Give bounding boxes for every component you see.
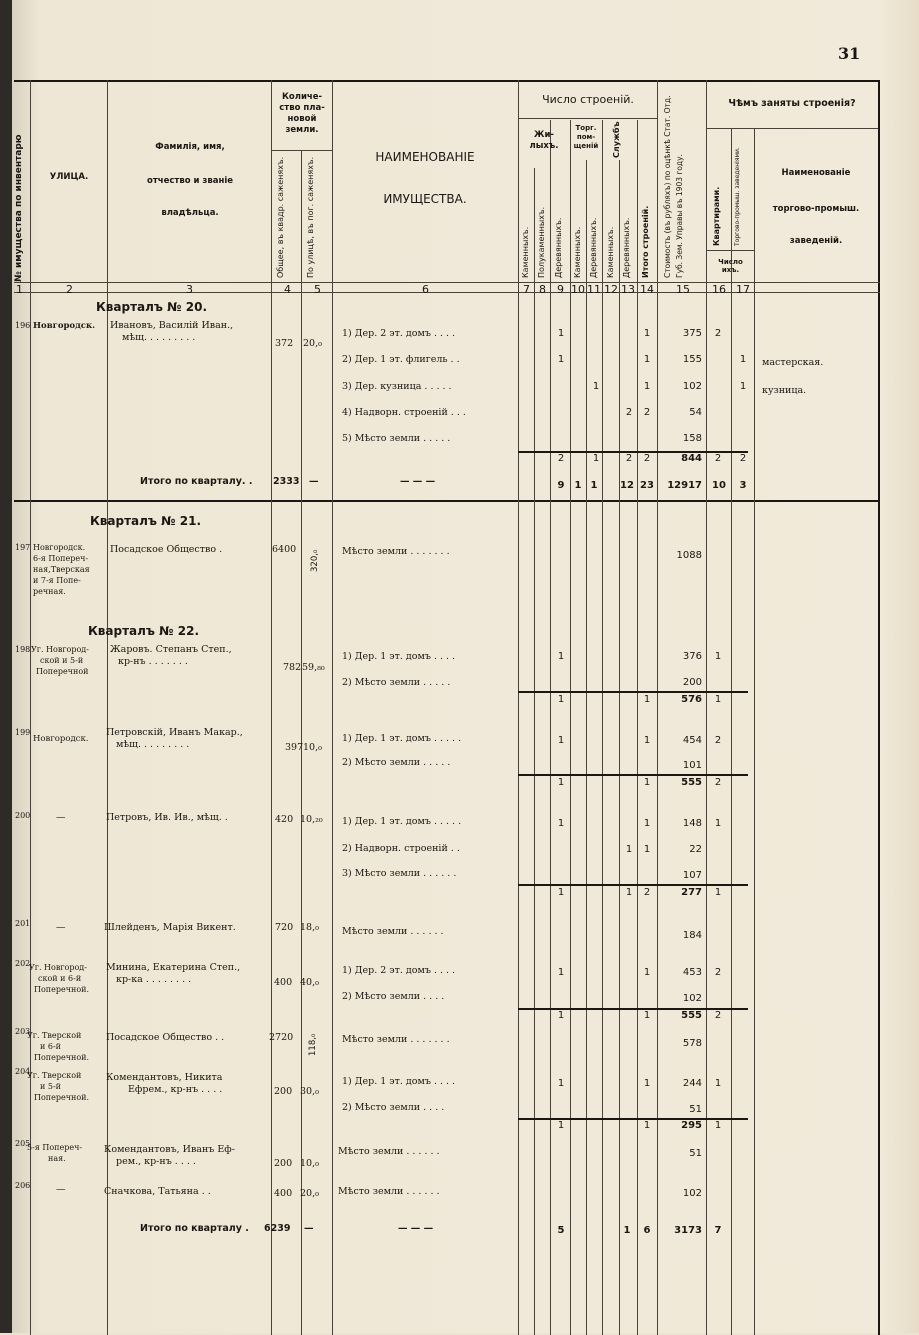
owner: Сначкова, Татьяна . . [104, 1186, 211, 1197]
cost: 453 [682, 967, 702, 978]
cell: 2 [714, 777, 722, 788]
header-service: Службъ [612, 121, 621, 158]
street: Уг. Новгород- [31, 645, 89, 654]
land-area: 400 [274, 977, 293, 988]
cell: 1 [643, 694, 651, 705]
colnum: 10 [571, 283, 585, 296]
cell: 1 [643, 328, 651, 339]
row-number: 203 [15, 1027, 31, 1036]
cell: 1 [739, 354, 747, 365]
cell: 1 [714, 818, 722, 829]
col-line [754, 128, 755, 1335]
cell: 2 [625, 407, 633, 418]
owner: Ефрем., кр-нъ . . . . [128, 1084, 223, 1095]
owner: Жаровъ. Степанъ Степ., [110, 644, 232, 655]
header-street: УЛИЦА. [49, 172, 89, 182]
owner: мѣщ. . . . . . . . . [116, 739, 190, 750]
header-trade-1: Торг. [575, 124, 597, 132]
quarter-title: Кварталъ № 21. [90, 514, 201, 528]
cost: 578 [682, 1038, 702, 1049]
property-item: Мѣсто земли . . . . . . [338, 1186, 440, 1197]
cell: 1 [643, 381, 651, 392]
owner: Комендантовъ, Никита [106, 1072, 223, 1083]
property-item: 1) Дер. 1 эт. домъ . . . . . [342, 816, 462, 827]
cost: 107 [682, 870, 702, 881]
cost: 51 [689, 1104, 702, 1115]
land-front: 118,₀ [308, 1033, 318, 1056]
quarter-title: Кварталъ № 20. [96, 300, 207, 314]
quarter-total-cost: 3173 [674, 1225, 702, 1236]
header-line [706, 128, 878, 129]
cell: 1 [557, 887, 565, 898]
property-item: Мѣсто земли . . . . . . [342, 926, 444, 937]
cost: 102 [682, 381, 702, 392]
row-number: 199 [15, 728, 31, 737]
land-front: 320,₀ [310, 549, 320, 572]
header-bottom-line [14, 282, 880, 283]
colnum: 9 [557, 283, 564, 296]
colnum: 1 [16, 283, 23, 296]
street: 5-я Попереч- [27, 1143, 83, 1152]
cell: 1 [557, 1120, 565, 1131]
header-trade-est: Торгово-промыш. заведеніями. [734, 147, 741, 246]
cell: 1 [557, 328, 565, 339]
header-line [271, 150, 332, 151]
colnum: 14 [640, 283, 654, 296]
street: и 7-я Попе- [33, 576, 81, 585]
dash: — [309, 476, 319, 487]
cell: 1 [557, 694, 565, 705]
colnum: 17 [736, 283, 750, 296]
col-line [518, 80, 519, 1335]
cost: 54 [689, 407, 702, 418]
header-land-street: По улицѣ, въ пог. саженяхъ. [306, 156, 315, 278]
row-number: 202 [15, 959, 31, 968]
street: Поперечной. [34, 1053, 90, 1062]
header-land-2: ство пла- [279, 103, 325, 113]
cost: 148 [682, 818, 702, 829]
header-residential-2: лыхъ. [529, 141, 559, 151]
dash: — [304, 1223, 314, 1234]
header-owner-1: Фамилія, имя, [155, 142, 225, 152]
cell: 12 [620, 480, 634, 491]
cost: 376 [682, 651, 702, 662]
header-wooden: Деревянныхъ. [554, 217, 563, 278]
street: 6-я Попереч- [33, 554, 89, 563]
header-property-2: ИМУЩЕСТВА. [383, 192, 467, 206]
cell: 7 [714, 1225, 722, 1236]
cell: 2 [714, 735, 722, 746]
cost: 158 [682, 433, 702, 444]
cell: 1 [557, 967, 565, 978]
street: и 5-й [40, 1082, 61, 1091]
colnum: 4 [284, 283, 291, 296]
header-land-total: Общее, въ квадр. саженяхъ. [276, 156, 285, 278]
row-number: 200 [15, 811, 31, 820]
land-area: 782 [283, 662, 302, 673]
cell: 1 [592, 381, 600, 392]
subtotal-cost: 555 [681, 1010, 702, 1021]
property-item: 3) Дер. кузница . . . . . [342, 381, 452, 392]
row-number: 205 [15, 1139, 31, 1148]
owner: Петровъ, Ив. Ив., мѣщ. . [106, 812, 228, 823]
colnum-bottom-line [14, 292, 880, 293]
header-cost: Стоимость (въ рубляхъ) по оцѣнкѣ Стат. Отд. Губ. Зем. Управы въ 1903 году. [663, 95, 684, 278]
cell: 2 [625, 453, 633, 464]
colnum: 3 [186, 283, 193, 296]
property-item: 2) Дер. 1 эт. флигель . . [342, 354, 460, 365]
page-number: 31 [838, 44, 861, 63]
cell: 1 [625, 887, 633, 898]
property-item: 4) Надворн. строеній . . . [342, 407, 466, 418]
row-number: 204 [15, 1067, 31, 1076]
street-dash: — [56, 812, 66, 823]
table-right-rule [878, 80, 880, 1335]
header-line [706, 250, 754, 251]
header-trade-name-1: Наименованіе [781, 168, 851, 178]
cell: 2 [643, 453, 651, 464]
subtotal-cost: 555 [681, 777, 702, 788]
quarter20-end-rule [14, 500, 880, 502]
street-dash: — [56, 922, 66, 933]
colnum: 16 [712, 283, 726, 296]
cell: 9 [557, 480, 565, 491]
street: Уг. Тверской [27, 1031, 82, 1040]
cell: 2 [714, 328, 722, 339]
land-area: 397 [285, 742, 304, 753]
cell: 1 [643, 735, 651, 746]
header-land-3: новой [287, 114, 317, 124]
land-front: 40,₀ [300, 977, 319, 988]
land-front: 10,₀ [303, 742, 322, 753]
cell: 1 [643, 967, 651, 978]
subtotal-cost: 295 [681, 1120, 702, 1131]
table-top-rule [14, 80, 880, 82]
property-item: 5) Мѣсто земли . . . . . [342, 433, 451, 444]
cost: 102 [682, 1188, 702, 1199]
header-count-1: Число [718, 258, 743, 266]
header-trade-2: пом- [576, 133, 596, 141]
cell: 1 [592, 453, 600, 464]
col-line [534, 168, 535, 1335]
cell: 6 [643, 1225, 651, 1236]
land-area: 400 [274, 1188, 293, 1199]
cell: 1 [557, 354, 565, 365]
subtotal-rule [518, 774, 748, 776]
cell: 1 [625, 844, 633, 855]
cost: 184 [682, 930, 702, 941]
header-stone2: Каменныхъ. [573, 226, 582, 278]
quarter-total-label: Итого по кварталу. . [140, 476, 253, 487]
cell: 1 [557, 735, 565, 746]
property-item: 2) Надворн. строеній . . [342, 843, 460, 854]
subtotal-rule [518, 884, 748, 886]
cost: 51 [689, 1148, 702, 1159]
cell: 1 [714, 1120, 722, 1131]
property-item: 1) Дер. 1 эт. домъ . . . . . [342, 733, 462, 744]
land-front: 10,₀ [300, 1158, 319, 1169]
street: Поперечной. [34, 1093, 90, 1102]
col-line [570, 120, 571, 1335]
colnum: 15 [676, 283, 690, 296]
land-front: 18,₀ [300, 922, 319, 933]
cell: 1 [557, 777, 565, 788]
quarter-total-label: Итого по кварталу . [140, 1223, 249, 1234]
property-item: 1) Дер. 2 эт. домъ . . . . [342, 965, 456, 976]
cell: 1 [643, 1120, 651, 1131]
cell: 1 [623, 1225, 631, 1236]
colnum: 12 [604, 283, 618, 296]
land-area: 200 [274, 1158, 293, 1169]
cell: 1 [643, 354, 651, 365]
header-owner-2: отчество и званіе [146, 176, 234, 186]
cell: 10 [712, 480, 726, 491]
colnum: 5 [314, 283, 321, 296]
dash: — — — [400, 476, 436, 487]
owner: Посадское Общество . . [106, 1032, 225, 1043]
cell: 23 [640, 480, 654, 491]
owner: Петровскій, Иванъ Макар., [106, 727, 243, 738]
cost: 454 [682, 735, 702, 746]
street: Новгородск. [33, 543, 86, 552]
property-item: 3) Мѣсто земли . . . . . . [342, 868, 457, 879]
street: Новгородск. [33, 321, 96, 331]
cost: 1088 [676, 550, 702, 561]
land-front: 10,₂₀ [300, 814, 323, 825]
street: Уг. Новгород- [29, 963, 87, 972]
cell: 1 [643, 844, 651, 855]
cell: 1 [643, 1078, 651, 1089]
property-item: 2) Мѣсто земли . . . . [342, 991, 445, 1002]
owner: кр-нъ . . . . . . . [118, 656, 188, 667]
street: Уг. Тверской [27, 1071, 82, 1080]
cell: 1 [643, 818, 651, 829]
cell: 1 [643, 1010, 651, 1021]
cell: 2 [643, 407, 651, 418]
row-number: 198 [15, 645, 31, 654]
cost: 244 [682, 1078, 702, 1089]
colnum: 7 [523, 283, 530, 296]
header-occupied: Чѣмъ заняты строенія? [728, 98, 856, 109]
col-line [657, 80, 658, 1335]
land-area: 6400 [272, 544, 297, 555]
quarter-total-cost: 12917 [667, 480, 702, 491]
street: ная,Тверская [33, 565, 90, 574]
property-item: 1) Дер. 1 эт. домъ . . . . [342, 1076, 456, 1087]
cell: 1 [557, 1078, 565, 1089]
quarter-total-area: 6239 [264, 1223, 291, 1234]
cell: 2 [714, 967, 722, 978]
cell: 1 [557, 651, 565, 662]
street: Поперечной. [34, 985, 90, 994]
owner: кр-ка . . . . . . . . [116, 974, 192, 985]
cell: 1 [557, 818, 565, 829]
owner: Шлейденъ, Марія Викент. [104, 922, 236, 933]
header-trade-name-3: заведеній. [789, 236, 843, 246]
land-front: 20,₀ [300, 1188, 319, 1199]
street-dash: — [56, 1184, 66, 1195]
row-number: 197 [15, 543, 31, 552]
property-item: 1) Дер. 1 эт. домъ . . . . [342, 651, 456, 662]
property-item: Мѣсто земли . . . . . . . [342, 546, 450, 557]
header-trade-name-2: торгово-промыш. [772, 204, 860, 214]
header-land-1: Количе- [281, 92, 323, 102]
cell: 2 [557, 453, 565, 464]
street: Новгородск. [33, 734, 89, 744]
header-residential-1: Жи- [534, 130, 554, 140]
dash: — — — [398, 1223, 434, 1234]
cell: 2 [714, 1010, 722, 1021]
cell: 1 [714, 694, 722, 705]
street: ная. [48, 1154, 66, 1163]
cost: 102 [682, 993, 702, 1004]
col-line [637, 120, 638, 1335]
cell: 1 [714, 651, 722, 662]
subtotal-cost: 576 [681, 694, 702, 705]
header-line [518, 118, 657, 119]
col-line [550, 120, 551, 1335]
cell: 1 [714, 1078, 722, 1089]
cell: 3 [739, 480, 747, 491]
cost: 155 [682, 354, 702, 365]
cost: 375 [682, 328, 702, 339]
owner: Посадское Общество . [110, 544, 223, 555]
property-item: Мѣсто земли . . . . . . [338, 1146, 440, 1157]
cell: 2 [714, 453, 722, 464]
land-front: 20,₀ [303, 338, 322, 349]
cell: 1 [739, 381, 747, 392]
col-line [602, 120, 603, 1335]
colnum: 13 [621, 283, 635, 296]
colnum: 8 [539, 283, 546, 296]
trade-name: кузница. [762, 385, 807, 396]
row-number: 206 [15, 1181, 31, 1190]
land-area: 2720 [269, 1032, 294, 1043]
cost: 101 [682, 760, 702, 771]
property-item: 2) Мѣсто земли . . . . . [342, 757, 451, 768]
subtotal-rule [518, 691, 748, 693]
header-property-1: НАИМЕНОВАНІЕ [375, 150, 475, 164]
col-line [332, 80, 333, 1335]
col-line [271, 80, 272, 1335]
street: речная. [33, 587, 66, 596]
cell: 1 [574, 480, 582, 491]
cost: 200 [682, 677, 702, 688]
header-buildings-count: Число строеній. [542, 93, 634, 106]
land-area: 720 [275, 922, 294, 933]
header-owner-3: владѣльца. [161, 208, 219, 218]
land-front: 30,₀ [300, 1086, 319, 1097]
col-line [619, 160, 620, 1335]
owner: Минина, Екатерина Степ., [106, 962, 241, 973]
colnum: 6 [422, 283, 429, 296]
cell: 1 [643, 777, 651, 788]
land-area: 200 [274, 1086, 293, 1097]
subtotal-cost: 844 [681, 453, 702, 464]
colnum: 11 [587, 283, 601, 296]
property-item: Мѣсто земли . . . . . . . [342, 1034, 450, 1045]
header-wooden3: Деревянныхъ. [622, 217, 631, 278]
property-item: 1) Дер. 2 эт. домъ . . . . [342, 328, 456, 339]
land-area: 372 [275, 338, 294, 349]
cost: 22 [689, 844, 702, 855]
street: Поперечной [36, 667, 89, 676]
row-number: 201 [15, 919, 31, 928]
header-trade-3: щеній [573, 142, 599, 150]
side-margin-text: № имущества по инвентарю [14, 134, 24, 282]
street: ской и 6-й [38, 974, 82, 983]
header-apartments: Квартирами. [712, 186, 721, 246]
cell: 5 [557, 1225, 565, 1236]
header-land-4: земли. [285, 125, 319, 135]
header-count-2: ихъ. [721, 266, 740, 274]
owner: Комендантовъ, Иванъ Еф- [104, 1144, 235, 1155]
header-total-buildings: Итого строеній. [641, 205, 650, 278]
cell: 2 [739, 453, 747, 464]
trade-name: мастерская. [762, 357, 824, 368]
quarter-title: Кварталъ № 22. [88, 624, 199, 638]
owner: Ивановъ, Василій Иван., [110, 320, 234, 331]
subtotal-cost: 277 [681, 887, 702, 898]
cell: 1 [557, 1010, 565, 1021]
owner: мѣщ. . . . . . . . . [122, 332, 196, 343]
owner: рем., кр-нъ . . . . [116, 1156, 196, 1167]
header-stone: Каменныхъ. [521, 226, 530, 278]
row-number: 196 [15, 321, 31, 330]
property-item: 2) Мѣсто земли . . . . [342, 1102, 445, 1113]
header-stone3: Каменныхъ. [606, 226, 615, 278]
header-half-stone: Полукаменныхъ. [537, 206, 546, 278]
cell: 1 [714, 887, 722, 898]
street: ской и 5-й [40, 656, 84, 665]
land-front: 59,₈₀ [302, 662, 325, 673]
property-item: 2) Мѣсто земли . . . . . [342, 677, 451, 688]
header-wooden2: Деревянныхъ. [589, 217, 598, 278]
land-area: 420 [275, 814, 294, 825]
street: и 6-й [40, 1042, 61, 1051]
cell: 1 [590, 480, 598, 491]
colnum: 2 [66, 283, 73, 296]
quarter-total-area: 2333 [273, 476, 300, 487]
cell: 2 [643, 887, 651, 898]
col-line [586, 160, 587, 1335]
col-line [731, 128, 732, 1335]
